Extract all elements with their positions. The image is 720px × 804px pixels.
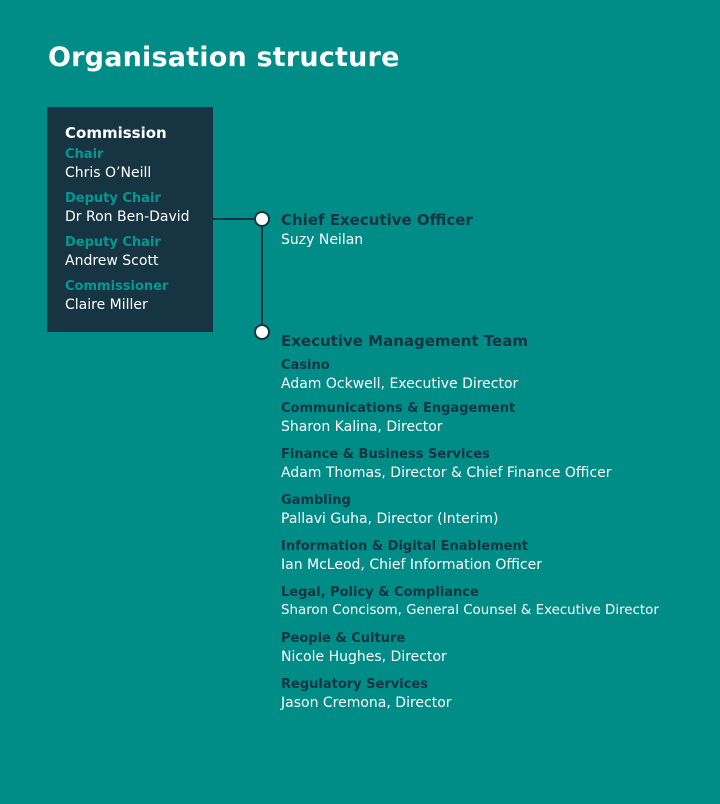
ceo-title: Chief Executive Officer (281, 211, 473, 229)
emt-item-role: Communications & Engagement (281, 401, 516, 416)
emt-node-icon (254, 324, 270, 340)
ceo-node-icon (254, 211, 270, 227)
commission-heading: Commission (65, 124, 167, 142)
emt-item (281, 584, 659, 621)
member-name: Claire Miller (65, 297, 148, 313)
member-name: Dr Ron Ben-David (65, 209, 190, 225)
commission-member (65, 146, 213, 183)
member-role: Deputy Chair (65, 191, 161, 206)
emt-item-person: Jason Cremona, Director (281, 695, 452, 711)
page-title: Organisation structure (48, 42, 400, 73)
ceo-name: Suzy Neilan (281, 232, 364, 248)
emt-item (281, 357, 518, 394)
emt-item-person: Sharon Concisom, General Counsel & Executive Director (281, 603, 659, 618)
emt-item-role: Casino (281, 358, 330, 373)
emt-item (281, 400, 515, 437)
member-role: Commissioner (65, 279, 169, 294)
emt-item (281, 492, 498, 529)
member-name: Chris O’Neill (65, 165, 152, 181)
emt-item-role: Finance & Business Services (281, 447, 490, 462)
emt-item (281, 538, 542, 575)
member-role: Chair (65, 147, 104, 162)
emt-item-role: People & Culture (281, 631, 406, 646)
emt-item-role: Legal, Policy & Compliance (281, 585, 479, 600)
emt-item-role: Information & Digital Enablement (281, 539, 528, 554)
commission-box (47, 107, 213, 332)
commission-member (65, 234, 213, 271)
member-role: Deputy Chair (65, 235, 161, 250)
emt-item-role: Gambling (281, 493, 351, 508)
emt-item-person: Adam Ockwell, Executive Director (281, 376, 519, 392)
connector-line-vertical (261, 226, 263, 325)
emt-item-person: Nicole Hughes, Director (281, 649, 447, 665)
emt-item-person: Pallavi Guha, Director (Interim) (281, 511, 499, 527)
emt-item-person: Adam Thomas, Director & Chief Finance Officer (281, 465, 612, 481)
ceo-block (281, 210, 473, 250)
emt-item-role: Regulatory Services (281, 677, 428, 692)
emt-item (281, 446, 612, 483)
commission-member (65, 190, 213, 227)
connector-line-horizontal (213, 218, 257, 220)
emt-item-person: Sharon Kalina, Director (281, 419, 443, 435)
emt-item-person: Ian McLeod, Chief Information Officer (281, 557, 542, 573)
commission-member (65, 278, 213, 315)
emt-item (281, 630, 447, 667)
emt-item (281, 676, 452, 713)
member-name: Andrew Scott (65, 253, 159, 269)
emt-title: Executive Management Team (281, 332, 528, 350)
